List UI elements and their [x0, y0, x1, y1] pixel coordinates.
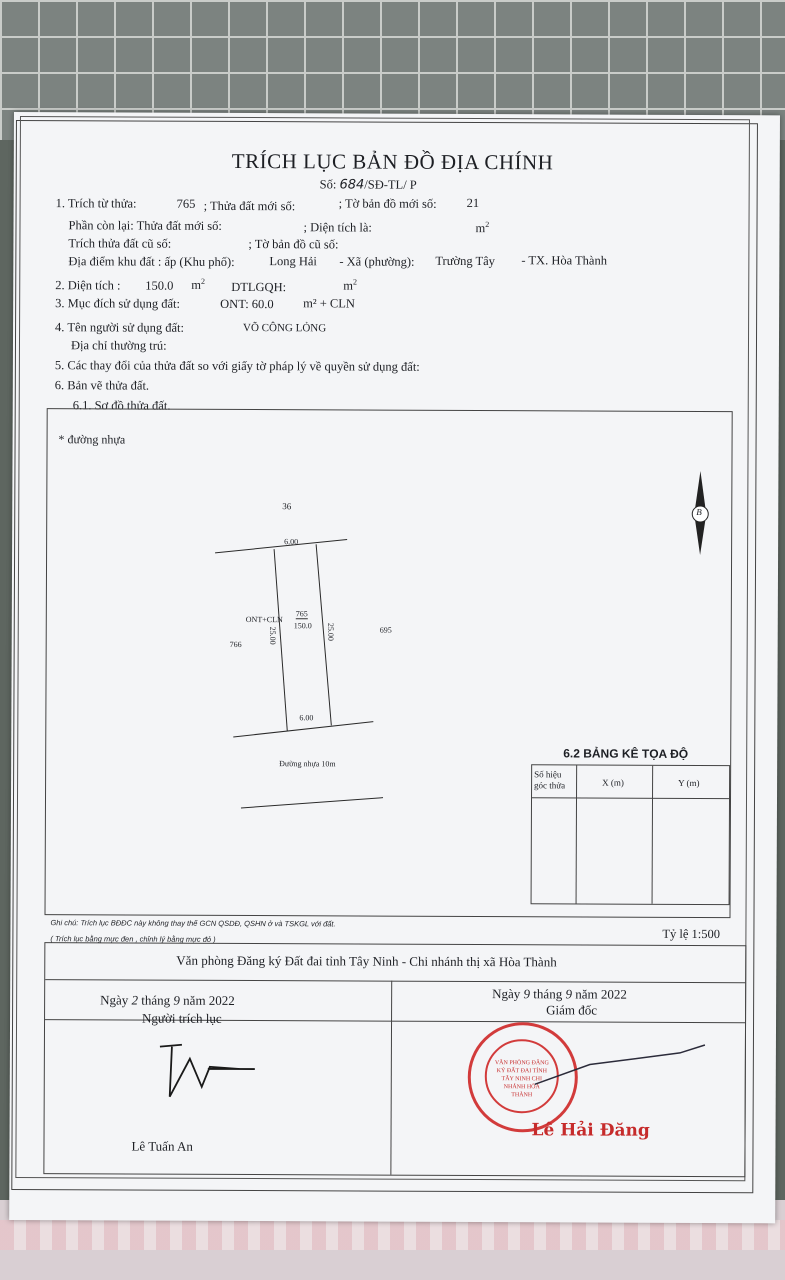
so-handwritten: 684 [339, 177, 365, 193]
field-address: Địa chỉ thường trú: [70, 338, 167, 353]
field-6-1-label: 6.1. Sơ đồ thửa đất. [72, 398, 171, 413]
right-date: Ngày 9 tháng 9 năm 2022 [492, 986, 627, 1002]
col-corner: Số hiệu góc thửa [534, 769, 566, 791]
field-2-label: 2. Diện tích : [55, 278, 121, 293]
map-scale: Tỷ lệ 1:500 [662, 926, 721, 942]
field-2-unit: $m^2$ [191, 276, 206, 292]
left-length: 25.00 [268, 626, 278, 645]
right-signer-name: Lê Hải Đăng [531, 1120, 650, 1141]
left-date: Ngày 2 tháng 9 năm 2022 [100, 992, 235, 1008]
neighbor-right: 695 [379, 625, 392, 635]
neighbor-top: 36 [282, 501, 292, 512]
field-area-unit: $m^2$ [475, 220, 490, 236]
top-boundary [215, 539, 347, 554]
field-1-new-parcel: ; Thửa đất mới số: [203, 198, 296, 214]
field-3-suffix: m² + CLN [303, 296, 355, 311]
field-town: - TX. Hòa Thành [521, 253, 608, 268]
note-line-2: ( Trích lục bằng mực đen , chỉnh lý bằng mực đỏ ) [50, 934, 216, 944]
field-old-map: ; Tờ bản đồ cũ số: [248, 237, 339, 252]
field-1-value: 765 [176, 196, 196, 211]
field-hamlet: Long Hải [269, 254, 317, 269]
document-title: TRÍCH LỤC BẢN ĐỒ ĐỊA CHÍNH [231, 148, 554, 175]
field-1-label: 1. Trích từ thửa: [55, 196, 137, 211]
field-2-value: 150.0 [145, 278, 174, 293]
field-5-label: 5. Các thay đổi của thửa đất so với giấy tờ pháp lý về quyền sử dụng đất: [54, 358, 420, 374]
bottom-width: 6.00 [299, 713, 314, 723]
coord-table [531, 764, 731, 905]
left-role: Người trích lục [142, 1010, 222, 1026]
field-area-is: ; Diện tích là: [303, 220, 372, 235]
field-3-label: 3. Mục đích sử dụng đất: [55, 296, 181, 311]
so-suffix: /SĐ-TL/ P [364, 177, 417, 192]
left-signature [150, 1039, 270, 1110]
right-length: 25.00 [326, 622, 336, 641]
field-commune: Trường Tây [435, 253, 495, 269]
so-label: Số: [319, 177, 337, 192]
field-1-new-map-value: 21 [466, 195, 480, 211]
road-line [241, 797, 383, 809]
top-width: 6.00 [284, 537, 299, 547]
left-signer-name: Lê Tuấn An [131, 1138, 193, 1154]
stamp-text: VĂN PHÒNG ĐĂNG KÝ ĐẤT ĐAI TỈNH TÂY NINH CHI NHÁNH HÒA THÀNH [494, 1060, 549, 1099]
right-role: Giám đốc [546, 1002, 598, 1018]
coord-table-title: 6.2 BẢNG KÊ TỌA ĐỘ [563, 746, 689, 761]
field-3-value: ONT: 60.0 [220, 296, 274, 312]
right-signature [530, 1024, 710, 1105]
field-remaining: Phần còn lại: Thửa đất mới số: [68, 218, 222, 233]
col-x: X (m) [602, 777, 624, 788]
field-2-unit2: $m^2$ [343, 277, 358, 293]
document-paper [9, 112, 780, 1223]
field-commune-label: - Xã (phường): [339, 254, 415, 269]
road-label: Đường nhựa 10m [279, 759, 336, 769]
bottom-boundary [233, 721, 373, 738]
parcel-area: 150.0 [293, 621, 312, 631]
field-location-label: Địa điểm khu đất : ấp (Khu phố): [68, 254, 235, 269]
neighbor-left: 766 [229, 639, 242, 649]
office-name: Văn phòng Đăng ký Đất đai tỉnh Tây Ninh - Chi nhánh thị xã Hòa Thành [176, 952, 557, 970]
compass-letter: B [696, 506, 702, 518]
parcel-use: ONT+CLN [245, 615, 283, 625]
sketch-note: * đường nhựa [58, 432, 126, 447]
note-line-1: Ghi chú: Trích lục BĐĐC này không thay thế GCN QSDĐ, QSHN ở và TSKGL với đất. [50, 918, 336, 929]
field-2-dtlgqh: DTLGQH: [231, 279, 287, 295]
field-old-parcel: Trích thửa đất cũ số: [68, 236, 172, 251]
field-6-label: 6. Bản vẽ thửa đất. [54, 378, 150, 393]
pink-fabric [0, 1220, 785, 1250]
field-4-owner: VÕ CÔNG LỎNG [243, 322, 327, 335]
field-1-new-map: ; Tờ bản đồ mới số: [338, 196, 437, 211]
field-4-label: 4. Tên người sử dụng đất: [55, 320, 185, 335]
col-y: Y (m) [678, 777, 700, 788]
parcel-number: 765 [295, 609, 308, 619]
